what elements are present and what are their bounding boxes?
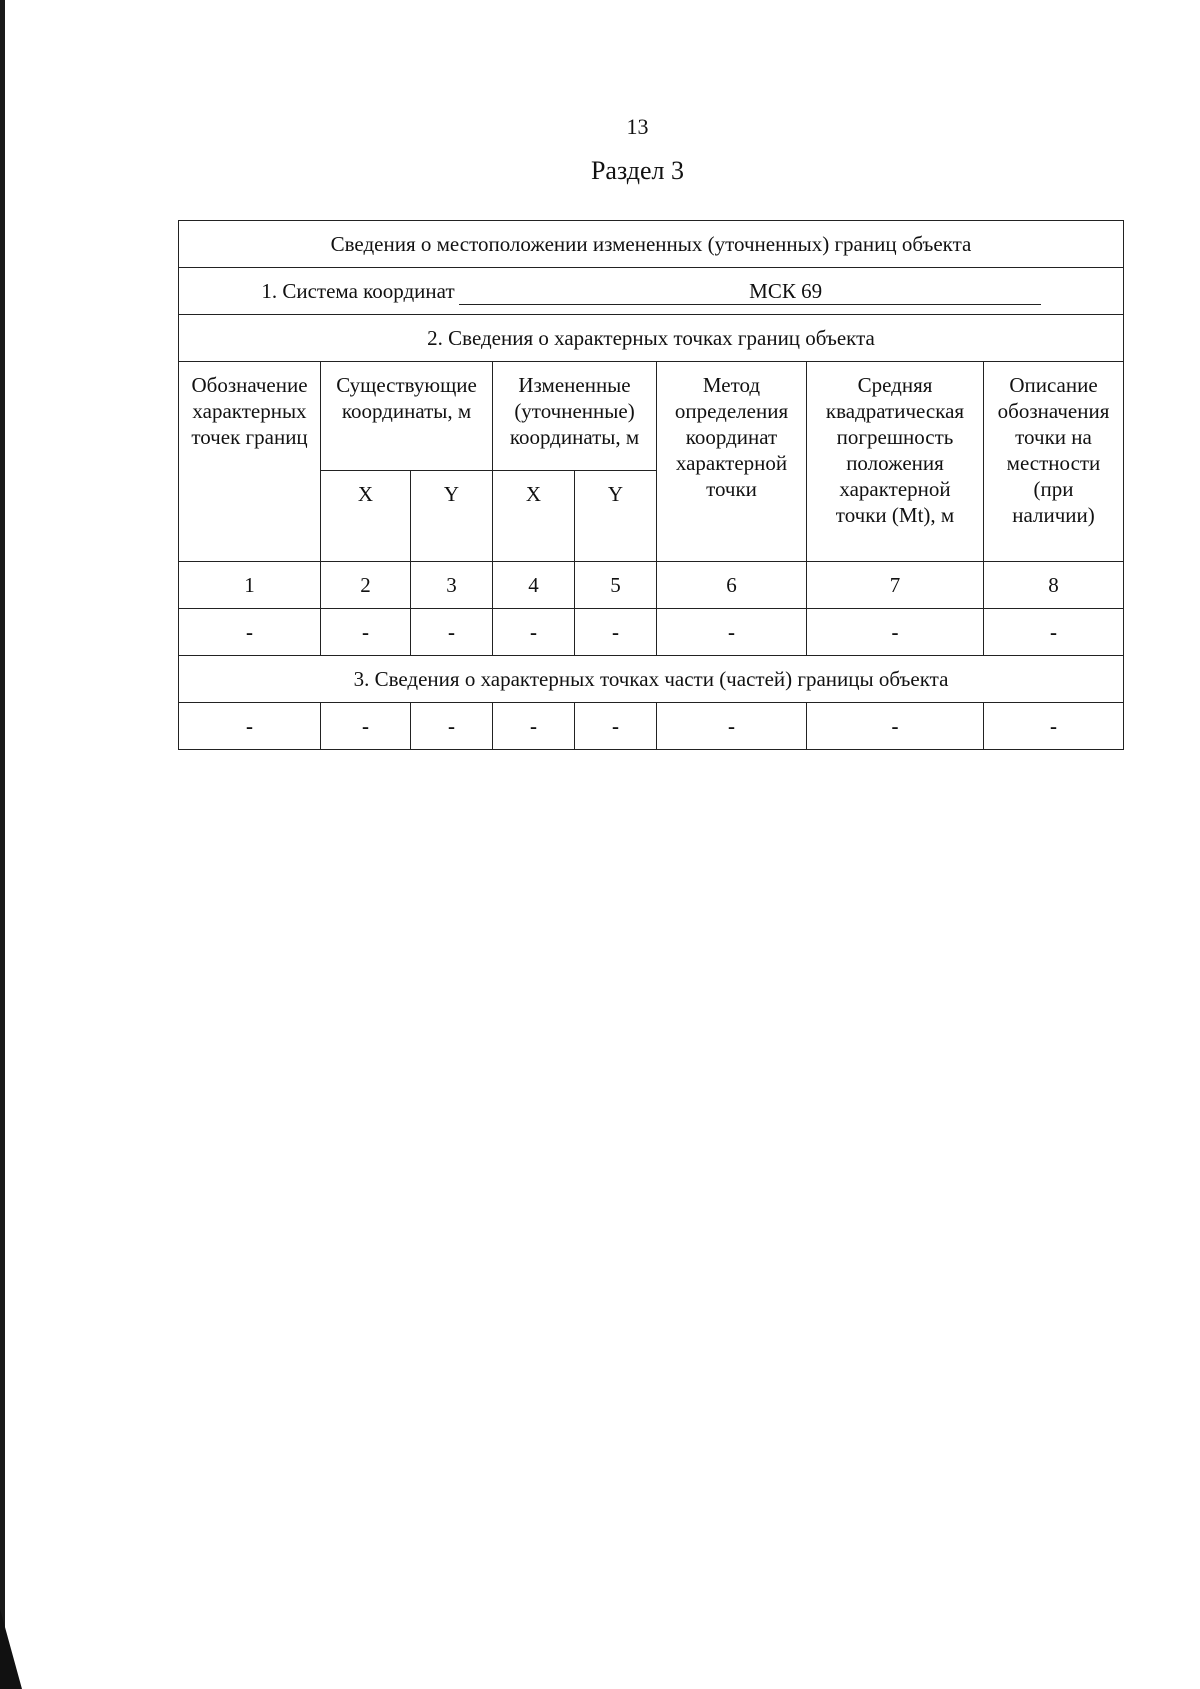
header-description-line: точки на [1015,425,1092,449]
column-number: 7 [807,562,984,609]
header-error-line: погрешность [836,425,954,449]
column-number: 5 [575,562,657,609]
header-changed-line: (уточненные) [514,399,635,423]
header-method-line: координат [685,425,778,449]
header-row [179,362,1124,471]
table-cell [807,609,984,656]
header-error-line: характерной [839,477,951,501]
cell-value: - [891,714,899,738]
points-data-row [179,609,1124,656]
header-point-description [984,362,1124,562]
header-description-line: наличии) [1012,503,1095,527]
header-error-line: Средняя [857,373,933,397]
section-title: Раздел 3 [590,156,685,185]
table-cell [179,703,321,750]
table-cell [411,703,493,750]
header-changed-coords [493,362,657,471]
table-cell [321,703,411,750]
part-heading-row [179,656,1124,703]
header-description-line: (при [1033,477,1074,501]
cell-value: - [530,620,537,644]
coord-system-row [179,268,1124,315]
table-cell [657,609,807,656]
cell-value: - [728,620,735,644]
column-number: 3 [411,562,493,609]
table-cell [657,703,807,750]
header-method-line: Метод [702,373,761,397]
cell-value: - [612,620,619,644]
boundary-points-table [178,220,1124,750]
header-description-line: обозначения [997,399,1110,423]
header-existing-y: Y [411,471,493,562]
coord-system-underline [459,278,1041,305]
cell-value: - [891,620,899,644]
header-mean-square-error [807,362,984,562]
header-method-line: точки [706,477,757,501]
table-cell [321,609,411,656]
header-error-line: точки (Mt), м [835,503,955,527]
cell-value: - [448,714,455,738]
header-existing-line: Существующие [336,373,477,397]
table-cell [807,703,984,750]
table-cell [984,703,1124,750]
cell-value: - [728,714,735,738]
scan-edge-left [0,0,5,1689]
cell-value: - [246,714,253,738]
table-cell [984,609,1124,656]
part-heading: 3. Сведения о характерных точках части (частей) границы объекта [179,656,1124,703]
table-title: Сведения о местоположении измененных (уточненных) границ объекта [179,221,1124,268]
header-method-line: определения [674,399,789,423]
table-cell [493,703,575,750]
header-changed-x: X [493,471,575,562]
header-error-line: положения [846,451,944,475]
column-number: 1 [179,562,321,609]
header-existing-line: координаты, м [341,399,472,423]
header-existing-x: X [321,471,411,562]
header-error-line: квадратическая [825,399,965,423]
cell-value: - [448,620,455,644]
table-cell [179,609,321,656]
cell-value: - [362,714,369,738]
cell-value: - [1050,714,1057,738]
header-changed-line: координаты, м [509,425,640,449]
points-heading: 2. Сведения о характерных точках границ объекта [179,315,1124,362]
column-number-row [179,562,1124,609]
header-designation-line: точек границ [191,425,308,449]
cell-value: - [1050,620,1057,644]
column-number: 6 [657,562,807,609]
points-heading-row [179,315,1124,362]
header-changed-line: Измененные [518,373,631,397]
part-data-row [179,703,1124,750]
header-method-line: характерной [675,451,788,475]
coord-system-cell [179,268,1124,315]
coord-system-label: 1. Система координат [261,278,455,303]
header-method [657,362,807,562]
header-description-line: местности [1006,451,1101,475]
table-title-row [179,221,1124,268]
cell-value: - [362,620,369,644]
scan-corner-shadow [0,1609,22,1689]
cell-value: - [612,714,619,738]
header-description-line: Описание [1009,373,1098,397]
header-changed-y: Y [575,471,657,562]
column-number: 2 [321,562,411,609]
table-cell [575,609,657,656]
coord-system-value: МСК 69 [749,278,823,303]
column-number: 4 [493,562,575,609]
cell-value: - [530,714,537,738]
header-designation-line: Обозначение [191,373,308,397]
header-designation [179,362,321,562]
page-number: 13 [626,114,649,139]
header-existing-coords [321,362,493,471]
cell-value: - [246,620,253,644]
table-cell [493,609,575,656]
table-cell [575,703,657,750]
column-number: 8 [984,562,1124,609]
header-designation-line: характерных [192,399,307,423]
table-cell [411,609,493,656]
